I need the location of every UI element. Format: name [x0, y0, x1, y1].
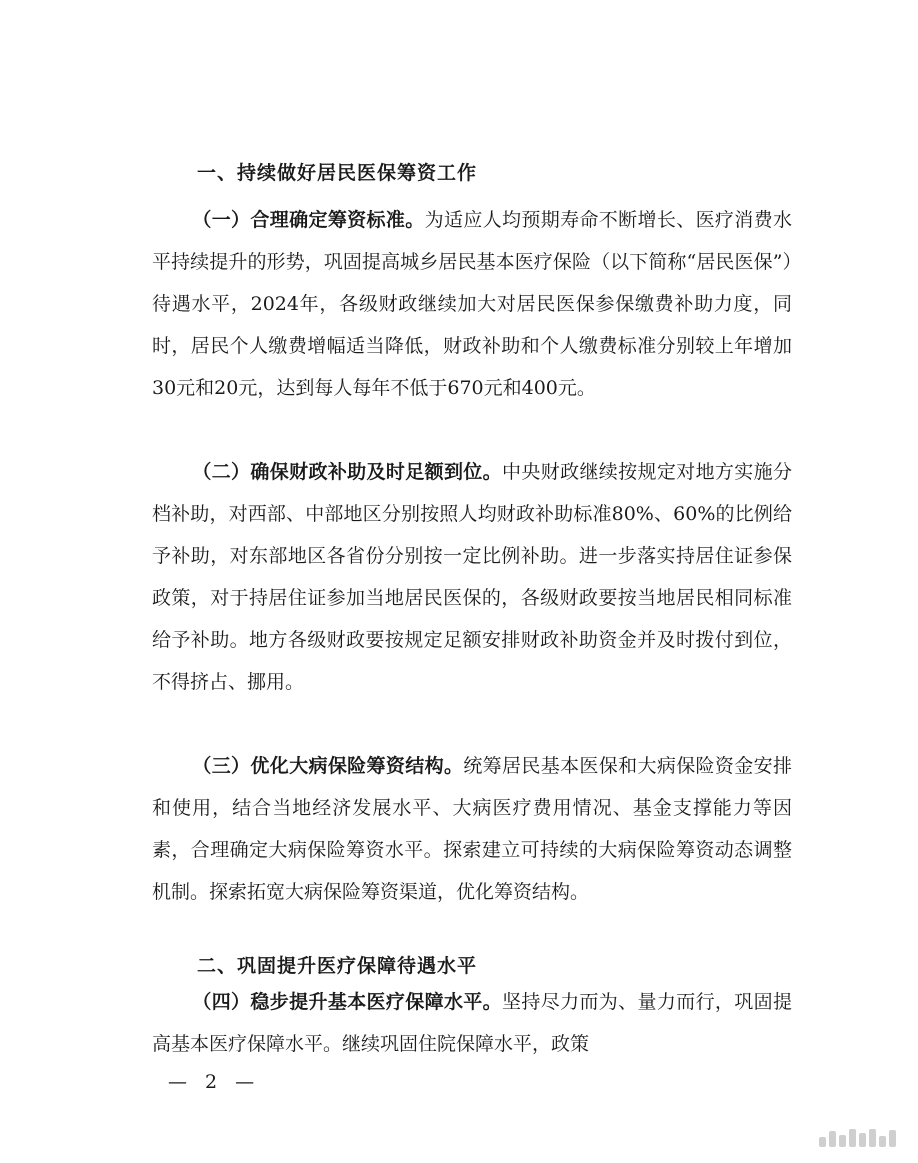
section-heading-1: 一、持续做好居民医保筹资工作: [197, 162, 478, 184]
page-number: — 2 —: [168, 1071, 261, 1093]
paragraph-3-lead: （三）优化大病保险筹资结构。: [192, 755, 464, 777]
paragraph-4-lead: （四）稳步提升基本医疗保障水平。: [192, 991, 503, 1013]
paragraph-1-body: 为适应人均预期寿命不断增长、医疗消费水平持续提升的形势，巩固提高城乡居民基本医疗保险（以下简称“居民医保”）待遇水平，2024年，各级财政继续加大对居民医保参保缴费补助力度，同时，居民个人缴费增幅适当降低，财政补助和个人缴费标准分别较上年增加30元和20元，达到每人每年不低于670元和400元。: [152, 209, 792, 399]
paragraph-4-body: 坚持尽力而为、量力而行，巩固提高基本医疗保障水平。继续巩固住院保障水平，政策: [152, 991, 792, 1055]
paragraph-2-body: 中央财政继续按规定对地方实施分档补助，对西部、中部地区分别按照人均财政补助标准80%、60%的比例给予补助，对东部地区各省份分别按一定比例补助。进一步落实持居住证参保政策，对于持居住证参加当地居民医保的，各级财政要按当地居民相同标准给予补助。地方各级财政要按规定足额安排财政补助资金并及时拨付到位，不得挤占、挪用。: [152, 461, 792, 693]
paragraph-2-lead: （二）确保财政补助及时足额到位。: [192, 461, 503, 483]
paragraph-3: [152, 745, 792, 913]
paragraph-1-lead: （一）合理确定筹资标准。: [192, 209, 425, 231]
paragraph-3-body: 统筹居民基本医保和大病保险资金安排和使用，结合当地经济发展水平、大病医疗费用情况、基金支撑能力等因素，合理确定大病保险筹资水平。探索建立可持续的大病保险筹资动态调整机制。探索拓宽大病保险筹资渠道，优化筹资结构。: [152, 755, 792, 903]
paragraph-2: [152, 451, 792, 703]
watermark-bars-icon: [819, 1129, 896, 1147]
paragraph-1: [152, 199, 792, 409]
paragraph-4: [152, 981, 792, 1065]
section-heading-2: 二、巩固提升医疗保障待遇水平: [197, 955, 478, 977]
